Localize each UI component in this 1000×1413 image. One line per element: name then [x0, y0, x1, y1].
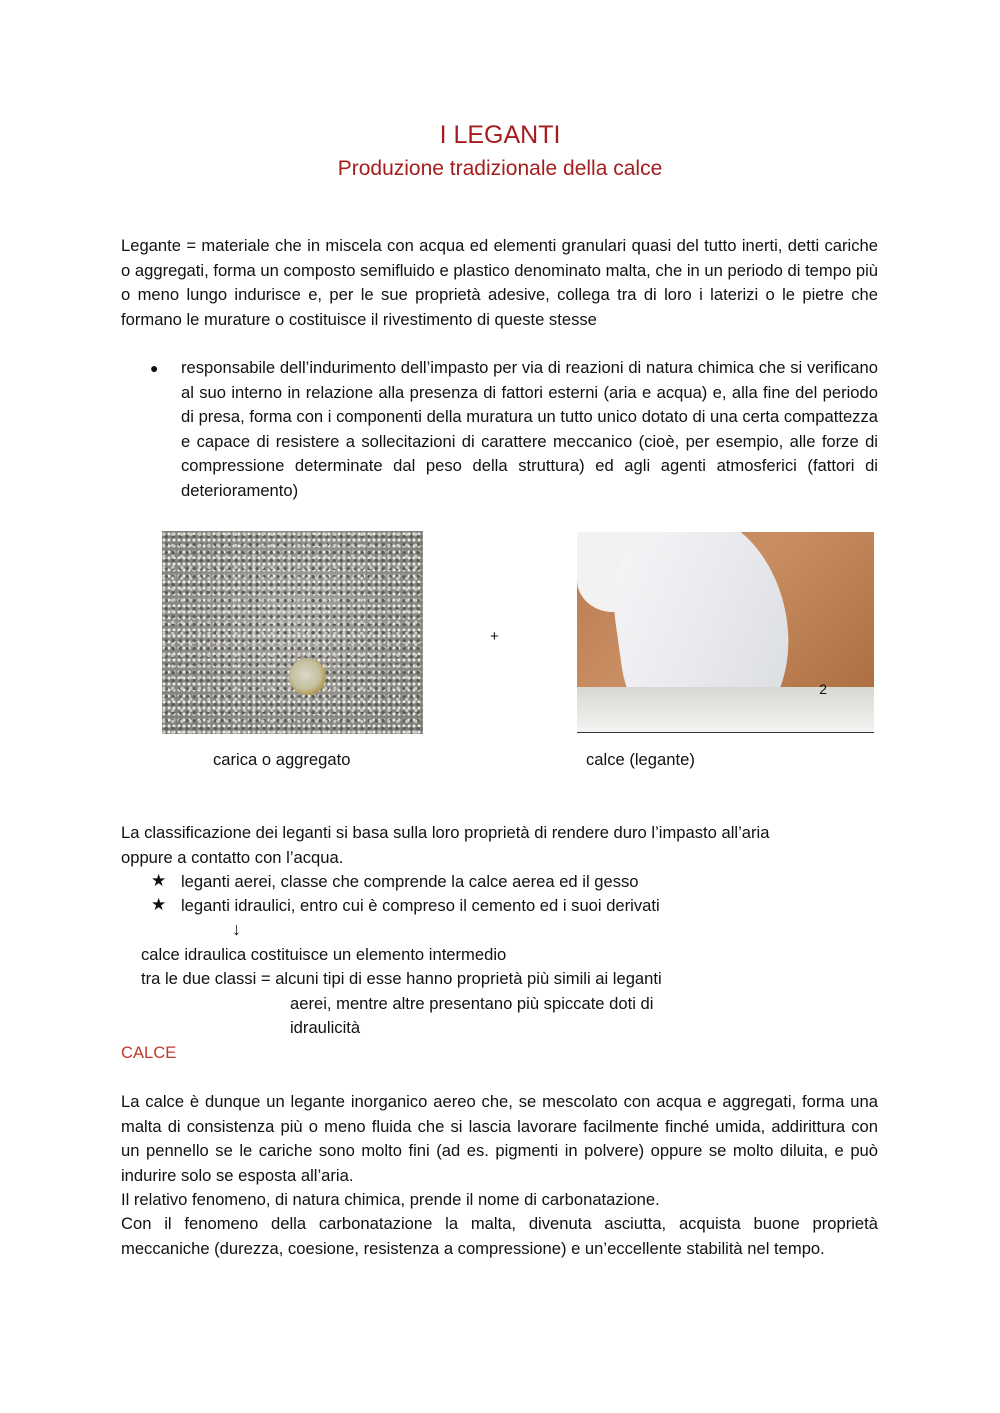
- note-line-4: idraulicità: [290, 1018, 361, 1037]
- note-line-2: tra le due classi = alcuni tipi di esse hanno proprietà più simili ai leganti: [141, 969, 662, 988]
- coin-image: [289, 658, 326, 695]
- aggregate-photo: [162, 531, 423, 734]
- figure-number: 2: [819, 681, 827, 697]
- note-line-3: aerei, mentre altre presentano più spiccate doti di: [290, 994, 654, 1013]
- caption-lime: calce (legante): [586, 750, 695, 769]
- plus-sign: +: [490, 628, 499, 645]
- class-item-aerei: leganti aerei, classe che comprende la calce aerea ed il gesso: [181, 872, 639, 891]
- classification-line-1: La classificazione dei leganti si basa sulla loro proprietà di rendere duro l’impasto all’aria: [121, 823, 770, 842]
- page-title: I LEGANTI: [439, 121, 561, 149]
- section-heading-calce: CALCE: [121, 1043, 177, 1062]
- calce-paragraph-1: La calce è dunque un legante inorganico aereo che, se mescolato con acqua e aggregati, forma una malta di consistenza più o meno fluida che si lascia lavorare facilmente finché umida, addirittura con un pennello se le cariche sono molto fini (ad es. pigmenti in polvere) oppure se molto diluita, e può indurire solo se esposta all’aria.: [121, 1092, 878, 1185]
- down-arrow-icon: ↓: [232, 919, 241, 939]
- container-edge: [577, 687, 874, 732]
- bullet-text: responsabile dell’indurimento dell’impasto per via di reazioni di natura chimica che si verificano al suo interno in relazione alla presenza di fattori esterni (aria e acqua) e, alla fine del periodo di presa, forma con i componenti della muratura un tutto unico dotato di una certa compattezza e capace di resistere a sollecitazioni di carattere meccanico (cioè, per esempio, alle forze di compressione determinate dal peso della struttura) ed agli agenti atmosferici (fattori di deterioramento): [181, 358, 878, 500]
- lime-photo: [577, 532, 874, 732]
- class-item-idraulici: leganti idraulici, entro cui è compreso il cemento ed i suoi derivati: [181, 896, 660, 915]
- star-icon: ★: [151, 895, 167, 914]
- calce-paragraph-2: Il relativo fenomeno, di natura chimica, prende il nome di carbonatazione.: [121, 1190, 660, 1209]
- calce-paragraph-3: Con il fenomeno della carbonatazione la malta, divenuta asciutta, acquista buone proprietà meccaniche (durezza, coesione, resistenza a compressione) e un’eccellente stabilità nel tempo.: [121, 1214, 878, 1258]
- page-subtitle: Produzione tradizionale della calce: [337, 157, 663, 180]
- star-icon: ★: [151, 871, 167, 890]
- bullet-marker: ●: [150, 360, 159, 376]
- intro-paragraph: Legante = materiale che in miscela con acqua ed elementi granulari quasi del tutto inerti, detti cariche o aggregati, forma un composto semifluido e plastico denominato malta, che in un periodo di tempo più o meno lungo indurisce e, per le sue proprietà adesive, collega tra di loro i laterizi o le pietre che formano le murature o costituisce il rivestimento di queste stesse: [121, 236, 878, 329]
- note-line-1: calce idraulica costituisce un elemento intermedio: [141, 945, 507, 964]
- classification-line-2: oppure a contatto con l’acqua.: [121, 848, 344, 867]
- figure-underline: [577, 732, 874, 733]
- caption-aggregate: carica o aggregato: [213, 750, 351, 769]
